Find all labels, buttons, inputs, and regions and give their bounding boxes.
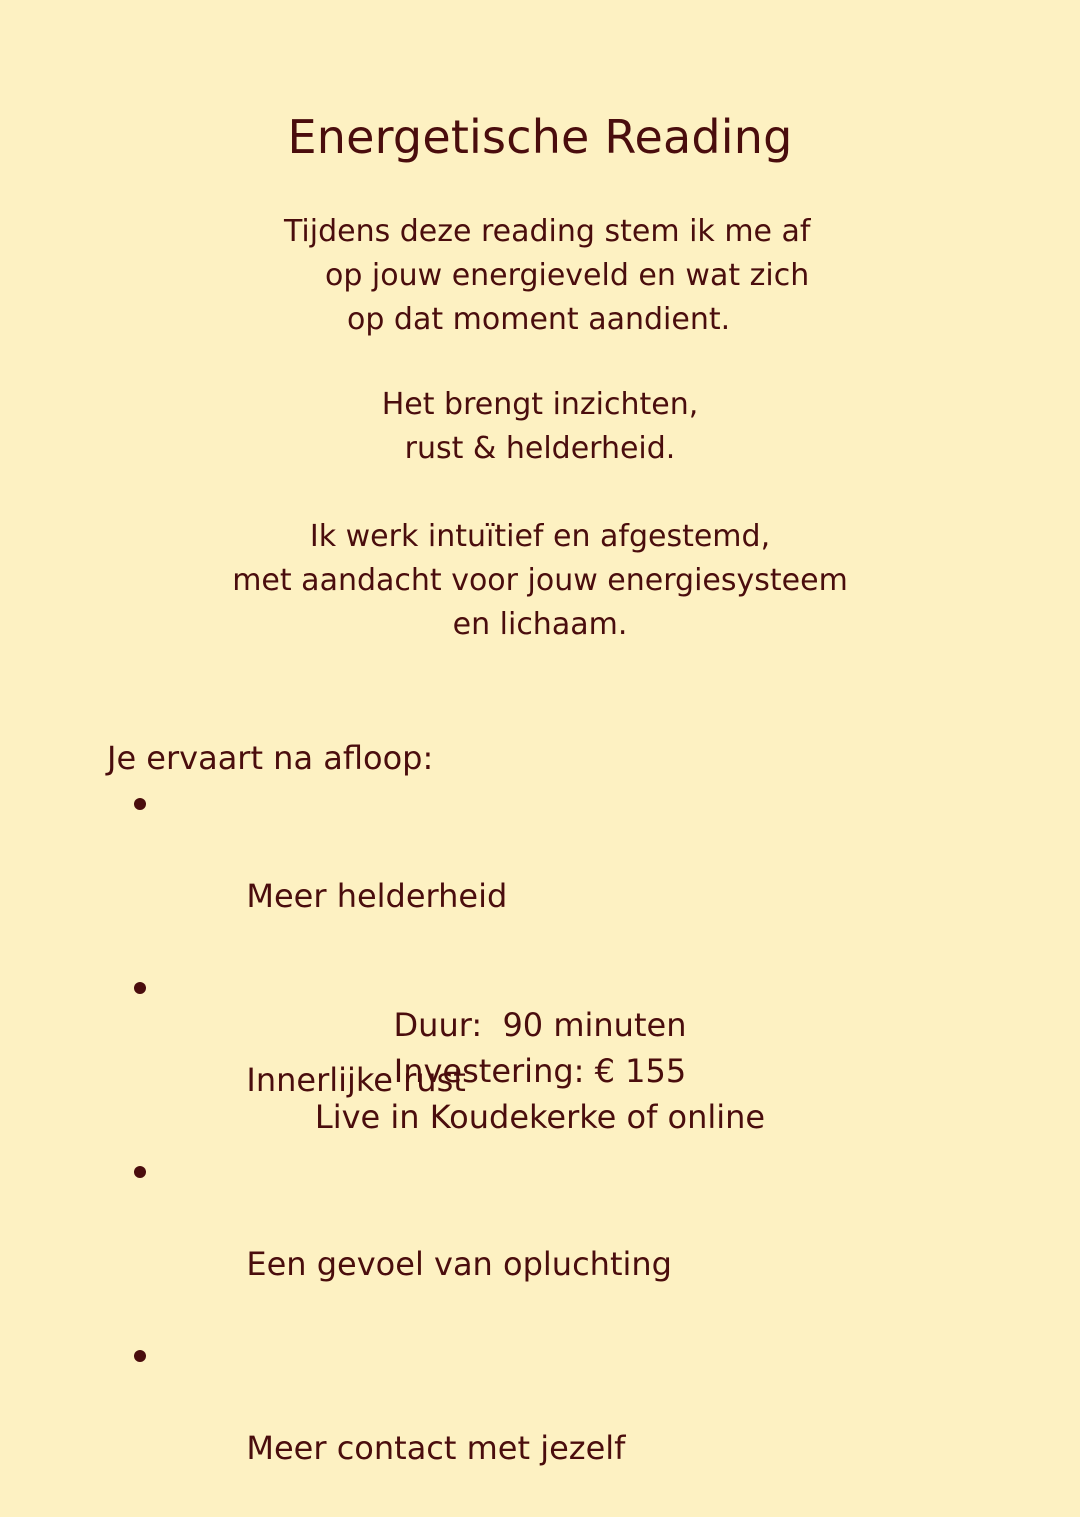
intro-line-3: op dat moment aandient. — [347, 302, 731, 337]
bullet-icon — [134, 982, 146, 994]
benefit-line-2: rust & helderheid. — [404, 431, 676, 466]
experience-item-text: Meer contact met jezelf — [246, 1429, 626, 1467]
experience-item-text: Innerlijke rust — [246, 1061, 466, 1099]
bullet-icon — [134, 1166, 146, 1178]
bullet-icon — [134, 798, 146, 810]
experience-item-text: Meer helderheid — [246, 877, 508, 915]
experience-item — [165, 1149, 672, 1333]
benefit-line-1: Het brengt inzichten, — [381, 387, 699, 422]
page-title: Energetische Reading — [287, 110, 793, 164]
duration-text: Duur: 90 minuten — [393, 1006, 687, 1044]
experience-item-text: Een gevoel van opluchting — [246, 1245, 672, 1283]
experience-label: Je ervaart na afloop: — [107, 739, 434, 777]
experience-item — [165, 781, 672, 965]
approach-line-1: Ik werk intuïtief en afgestemd, — [309, 519, 771, 554]
intro-line-1: Tijdens deze reading stem ik me af — [284, 214, 811, 249]
price-text: Investering: € 155 — [393, 1052, 687, 1090]
intro-line-2: op jouw energieveld en wat zich — [325, 258, 810, 293]
approach-line-2: met aandacht voor jouw energiesysteem — [232, 563, 848, 598]
location-text: Live in Koudekerke of online — [314, 1098, 766, 1136]
approach-line-3: en lichaam. — [452, 607, 628, 642]
experience-item — [165, 1333, 672, 1517]
bullet-icon — [134, 1350, 146, 1362]
experience-list — [165, 781, 672, 1517]
